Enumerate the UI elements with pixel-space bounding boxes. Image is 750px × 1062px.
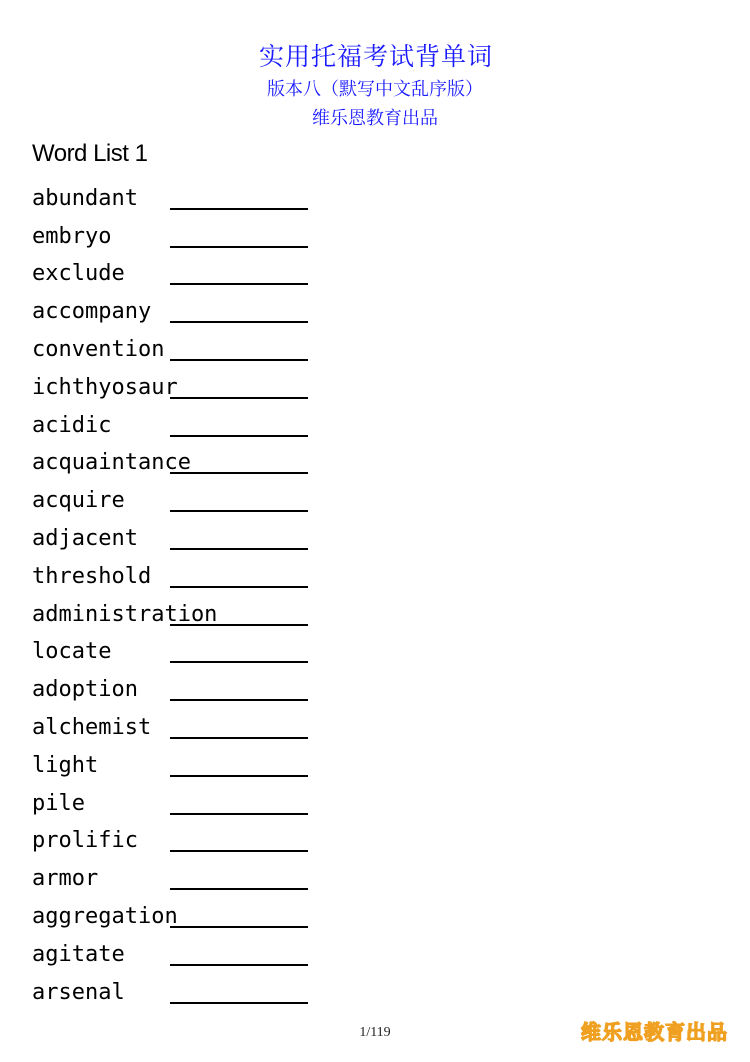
vocabulary-word: acquaintance <box>32 450 191 476</box>
word-row <box>32 856 217 894</box>
vocabulary-word: acidic <box>32 412 112 438</box>
answer-blank-line <box>170 661 308 663</box>
answer-blank-line <box>170 359 308 361</box>
vocabulary-word: ichthyosaur <box>32 374 178 400</box>
answer-blank-line <box>170 283 308 285</box>
answer-blank-line <box>170 737 308 739</box>
vocabulary-word: aggregation <box>32 903 178 929</box>
vocabulary-word: locate <box>32 639 112 665</box>
word-row <box>32 441 217 479</box>
answer-blank-line <box>170 1002 308 1004</box>
word-row <box>32 516 217 554</box>
word-list <box>32 176 217 1008</box>
word-row <box>32 554 217 592</box>
answer-blank-line <box>170 321 308 323</box>
vocabulary-word: administration <box>32 601 218 627</box>
word-row <box>32 252 217 290</box>
document-header <box>0 40 750 133</box>
answer-blank-line <box>170 699 308 701</box>
word-row <box>32 214 217 252</box>
word-row <box>32 176 217 214</box>
vocabulary-word: light <box>32 752 99 778</box>
vocabulary-word: abundant <box>32 185 138 211</box>
word-row <box>32 932 217 970</box>
word-row <box>32 970 217 1008</box>
answer-blank-line <box>170 435 308 437</box>
page-number: 1/119 <box>359 1025 391 1040</box>
vocabulary-word: accompany <box>32 299 152 325</box>
document-title: 实用托福考试背单词 <box>258 42 493 71</box>
word-row <box>32 365 217 403</box>
vocabulary-word: alchemist <box>32 714 152 740</box>
vocabulary-word: threshold <box>32 563 152 589</box>
answer-blank-line <box>170 586 308 588</box>
vocabulary-word: prolific <box>32 828 138 854</box>
word-row <box>32 592 217 630</box>
vocabulary-word: embryo <box>32 223 112 249</box>
vocabulary-word: agitate <box>32 941 125 967</box>
word-row <box>32 478 217 516</box>
answer-blank-line <box>170 548 308 550</box>
answer-blank-line <box>170 246 308 248</box>
word-row <box>32 289 217 327</box>
word-row <box>32 705 217 743</box>
vocabulary-word: exclude <box>32 261 125 287</box>
word-row <box>32 630 217 668</box>
vocabulary-word: adjacent <box>32 525 138 551</box>
word-row <box>32 894 217 932</box>
word-row <box>32 327 217 365</box>
answer-blank-line <box>170 208 308 210</box>
answer-blank-line <box>170 926 308 928</box>
answer-blank-line <box>170 964 308 966</box>
answer-blank-line <box>170 510 308 512</box>
publisher-watermark: 维乐恩教育出品 <box>581 1020 728 1044</box>
vocabulary-word: armor <box>32 866 99 892</box>
answer-blank-line <box>170 813 308 815</box>
answer-blank-line <box>170 775 308 777</box>
word-row <box>32 781 217 819</box>
vocabulary-word: pile <box>32 790 85 816</box>
word-row <box>32 403 217 441</box>
vocabulary-word: convention <box>32 336 165 362</box>
answer-blank-line <box>170 397 308 399</box>
vocabulary-word: arsenal <box>32 979 125 1005</box>
publisher-line: 维乐恩教育出品 <box>312 108 438 129</box>
answer-blank-line <box>170 850 308 852</box>
word-row <box>32 743 217 781</box>
word-row <box>32 667 217 705</box>
answer-blank-line <box>170 888 308 890</box>
vocabulary-word: adoption <box>32 677 138 703</box>
vocabulary-word: acquire <box>32 488 125 514</box>
word-row <box>32 819 217 857</box>
document-subtitle: 版本八（默写中文乱序版） <box>267 79 483 100</box>
word-list-heading: Word List 1 <box>32 140 148 167</box>
